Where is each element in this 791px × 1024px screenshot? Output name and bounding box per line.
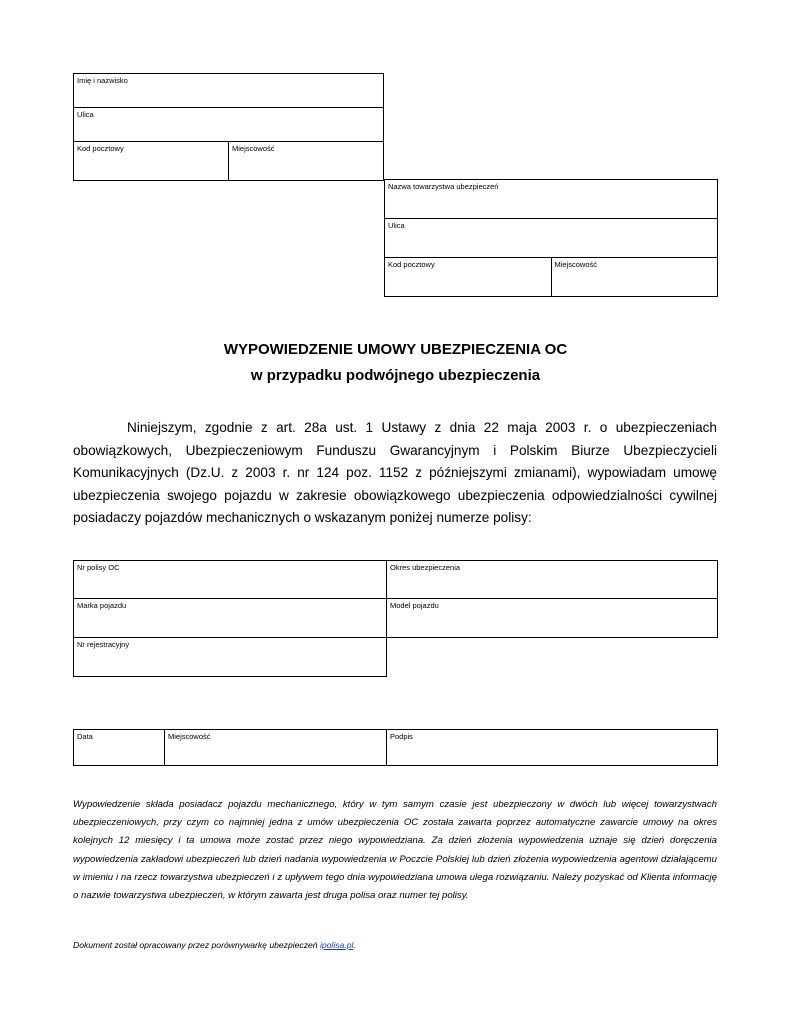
sender-street-field[interactable] [74,108,384,142]
insurer-city-label: Miejscowość [554,260,598,269]
policy-number-label: Nr polisy OC [77,563,120,572]
footer [73,940,717,950]
document-subtitle: w przypadku podwójnego ubezpieczenia [250,367,541,384]
insurer-name-field[interactable] [385,180,718,219]
insurer-street-field[interactable] [385,219,718,258]
body-text: Niniejszym, zgodnie z art. 28a ust. 1 Ustawy z dnia 22 maja 2003 r. o ubezpieczeniach obowiązkowych, Ubezpieczeniowym Funduszu Gwarancyjnym i Polskim Biurze Ubezpieczycieli Komunikacyjnych (Dz.U. z 2003 r. nr 124 poz. 1152 z późniejszymi zmianami), wypowiadam umowę ubezpieczenia swojego pojazdu w zakresie obowiązkowego ubezpieczenia odpowiedzialności cywilnej posiadaczy pojazdów mechanicznych o wskazanym poniżej numerze polisy: [73,420,717,526]
sender-name-label: Imię i nazwisko [77,76,128,85]
date-field[interactable] [74,730,165,766]
insurer-address-form [384,179,718,297]
explanatory-note: Wypowiedzenie składa posiadacz pojazdu mechanicznego, który w tym samym czasie jest ubezpieczony w dwóch lub więcej towarzystwach ubezpieczeniowych, przy czym co najmniej jedna z umów ubezpieczenia OC została zawarta poprzez automatyczne zawarcie umowy na okres kolejnych 12 miesięcy i ta umowa może zostać przez niego wypowiedziana. Za dzień złożenia wypowiedzenia uznaje się dzień doręczenia wypowiedzenia zakładowi ubezpieczeń lub dzień nadania wypowiedzenia w Poczcie Polskiej lub dzień złożenia wypowiedzenia agentowi działającemu w imieniu i na rzecz towarzystwa ubezpieczeń i z upływem tego dnia wypowiedziana umowa ulega rozwiązaniu. Należy pozyskać od Klienta informację o nazwie towarzystwa ubezpieczeń, w którym zawarta jest druga polisa oraz numer tej polisy. [73,799,717,902]
sender-postal-field[interactable] [74,142,229,181]
vehicle-make-label: Marka pojazdu [77,601,127,610]
policy-number-field[interactable] [74,561,387,599]
ipolisa-link[interactable]: ipolisa.pl [319,940,354,950]
sender-city-field[interactable] [229,142,384,181]
footer-end: . [353,940,356,950]
registration-number-field[interactable] [74,638,387,677]
sender-address-form [73,73,384,181]
insurer-street-label: Ulica [388,221,405,230]
date-label: Data [77,732,93,741]
document-title: WYPOWIEDZENIE UMOWY UBEZPIECZENIA OC [223,341,568,358]
signature-city-label: Miejscowość [168,732,211,741]
sender-name-field[interactable] [74,74,384,108]
sender-city-label: Miejscowość [232,144,275,153]
footer-text: Dokument został opracowany przez porównywarkę ubezpieczeń [73,940,320,950]
signature-form [73,729,718,766]
insurer-name-label: Nazwa towarzystwa ubezpieczeń [388,182,499,191]
signature-label: Podpis [390,732,413,741]
vehicle-model-field[interactable] [387,599,718,638]
sender-street-label: Ulica [77,110,94,119]
body-paragraph [73,417,717,530]
sender-postal-label: Kod pocztowy [77,144,124,153]
policy-details-form [73,560,718,677]
vehicle-make-field[interactable] [74,599,387,638]
signature-field[interactable] [387,730,718,766]
insurer-city-field[interactable] [551,258,718,297]
insurer-postal-field[interactable] [385,258,552,297]
insurance-period-label: Okres ubezpieczenia [390,563,461,572]
signature-city-field[interactable] [165,730,387,766]
vehicle-model-label: Model pojazdu [390,601,439,610]
insurance-period-field[interactable] [387,561,718,599]
registration-number-label: Nr rejestracyjny [77,640,130,649]
empty-cell [387,638,718,677]
insurer-postal-label: Kod pocztowy [388,260,435,269]
